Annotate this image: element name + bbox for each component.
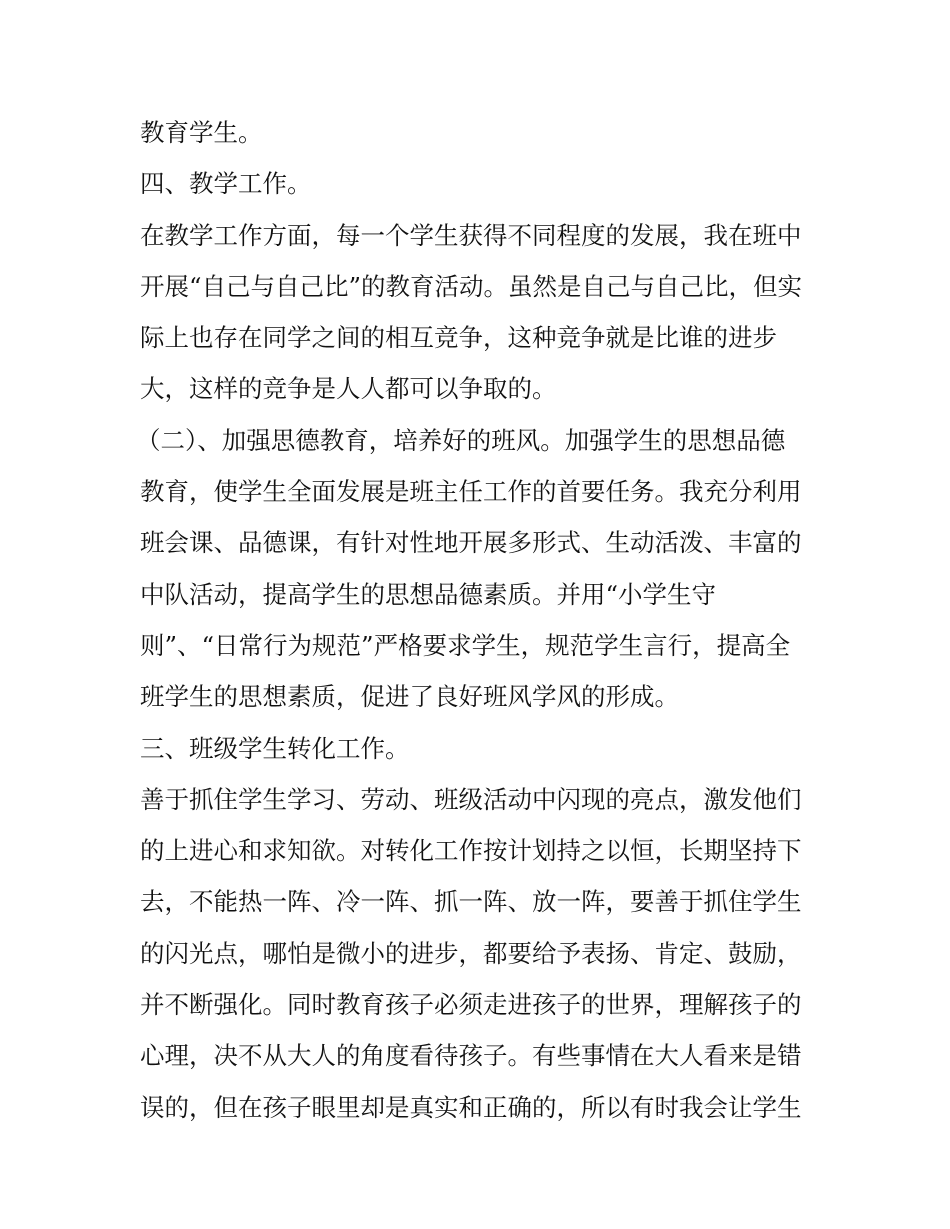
section-heading: 四、教学工作。 [140, 169, 312, 199]
section-heading: 三、班级学生转化工作。 [140, 733, 410, 763]
document-body [136, 107, 830, 1133]
subsection-heading-line: （二）、加强思德教育，培养好的班风。加强学生的思想品德 [136, 425, 786, 455]
text-line: 班会课、品德课，有针对性地开展多形式、生动活泼、丰富的 [140, 528, 802, 558]
text-line: 的闪光点，哪怕是微小的进步，都要给予表扬、肯定、鼓励， [140, 938, 802, 968]
text-line: 则”、“日常行为规范”严格要求学生，规范学生言行，提高全 [140, 630, 791, 660]
text-line: 心理，决不从大人的角度看待孩子。有些事情在大人看来是错 [140, 1041, 802, 1071]
text-line: 班学生的思想素质，促进了良好班风学风的形成。 [140, 682, 679, 712]
text-line: 去，不能热一阵、冷一阵、抓一阵、放一阵，要善于抓住学生 [140, 887, 802, 917]
text-line: 中队活动，提高学生的思想品德素质。并用“小学生守 [140, 579, 717, 609]
text-line: 并不断强化。同时教育孩子必须走进孩子的世界，理解孩子的 [140, 990, 802, 1020]
text-line: 际上也存在同学之间的相互竞争，这种竞争就是比谁的进步 [140, 323, 777, 353]
text-line: 在教学工作方面，每一个学生获得不同程度的发展，我在班中 [140, 220, 802, 250]
text-line: 教育，使学生全面发展是班主任工作的首要任务。我充分利用 [140, 477, 802, 507]
text-line: 的上进心和求知欲。对转化工作按计划持之以恒，长期坚持下 [140, 836, 802, 866]
text-line: 误的，但在孩子眼里却是真实和正确的，所以有时我会让学生 [140, 1092, 802, 1122]
text-line: 教育学生。 [140, 118, 263, 147]
text-line: 大，这样的竞争是人人都可以争取的。 [140, 374, 557, 404]
text-line: 善于抓住学生学习、劳动、班级活动中闪现的亮点，激发他们 [140, 784, 802, 814]
text-line: 开展“自己与自己比”的教育活动。虽然是自己与自己比，但实 [140, 271, 803, 301]
